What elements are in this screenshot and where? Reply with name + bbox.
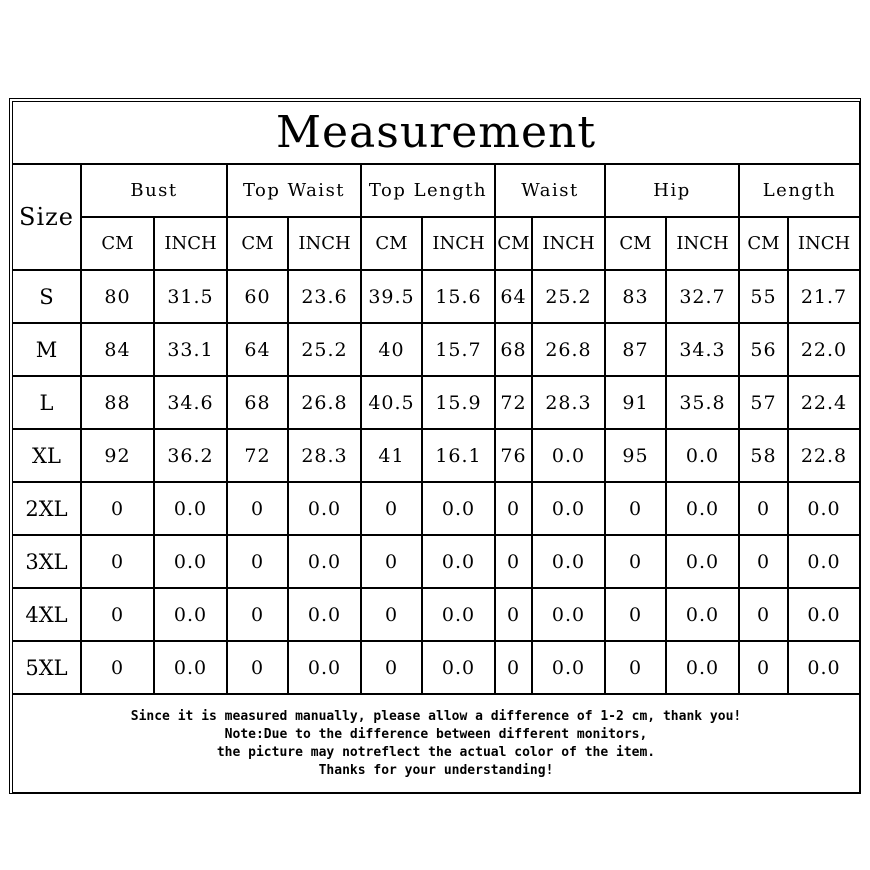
measurement-cell: 0 [605, 535, 666, 588]
group-header: Bust [81, 164, 227, 217]
measurement-cell: 39.5 [361, 270, 422, 323]
measurement-cell: 25.2 [288, 323, 361, 376]
measurement-cell: 92 [81, 429, 154, 482]
unit-header-cm: CM [361, 217, 422, 270]
note-line: Note:Due to the difference between different monitors, [224, 726, 648, 742]
measurement-cell: 0 [81, 641, 154, 694]
measurement-cell: 34.3 [666, 323, 739, 376]
size-label: L [12, 376, 81, 429]
measurement-cell: 0.0 [532, 535, 605, 588]
measurement-cell: 26.8 [532, 323, 605, 376]
measurement-cell: 58 [739, 429, 788, 482]
measurement-cell: 0.0 [288, 641, 361, 694]
measurement-cell: 26.8 [288, 376, 361, 429]
measurement-cell: 0.0 [532, 482, 605, 535]
measurement-cell: 0.0 [532, 641, 605, 694]
measurement-cell: 21.7 [788, 270, 860, 323]
unit-header-inch: INCH [422, 217, 495, 270]
size-chart [9, 98, 861, 794]
unit-header-cm: CM [495, 217, 532, 270]
measurement-cell: 0 [227, 535, 288, 588]
measurement-cell: 0 [227, 641, 288, 694]
measurement-cell: 0 [361, 588, 422, 641]
measurement-cell: 15.9 [422, 376, 495, 429]
measurement-cell: 0 [605, 482, 666, 535]
measurement-cell: 0 [495, 535, 532, 588]
measurement-cell: 0 [605, 641, 666, 694]
measurement-cell: 41 [361, 429, 422, 482]
measurement-cell: 72 [227, 429, 288, 482]
measurement-cell: 0 [227, 588, 288, 641]
measurement-cell: 0.0 [788, 535, 860, 588]
unit-header-cm: CM [605, 217, 666, 270]
group-header: Length [739, 164, 860, 217]
measurement-cell: 22.0 [788, 323, 860, 376]
measurement-cell: 88 [81, 376, 154, 429]
measurement-cell: 32.7 [666, 270, 739, 323]
measurement-cell: 23.6 [288, 270, 361, 323]
measurement-cell: 0.0 [666, 641, 739, 694]
measurement-cell: 80 [81, 270, 154, 323]
measurement-cell: 0 [361, 641, 422, 694]
measurement-cell: 64 [227, 323, 288, 376]
unit-header-inch: INCH [154, 217, 227, 270]
measurement-cell: 0 [739, 641, 788, 694]
measurement-cell: 0.0 [422, 641, 495, 694]
unit-header-cm: CM [739, 217, 788, 270]
measurement-cell: 57 [739, 376, 788, 429]
measurement-cell: 31.5 [154, 270, 227, 323]
size-label: 4XL [12, 588, 81, 641]
measurement-cell: 91 [605, 376, 666, 429]
measurement-cell: 28.3 [532, 376, 605, 429]
measurement-cell: 0.0 [154, 588, 227, 641]
measurement-cell: 83 [605, 270, 666, 323]
size-label: 3XL [12, 535, 81, 588]
measurement-cell: 56 [739, 323, 788, 376]
measurement-cell: 0 [361, 482, 422, 535]
measurement-cell: 0 [81, 588, 154, 641]
measurement-cell: 68 [227, 376, 288, 429]
measurement-cell: 87 [605, 323, 666, 376]
measurement-cell: 0.0 [532, 429, 605, 482]
measurement-cell: 40 [361, 323, 422, 376]
measurement-cell: 0.0 [288, 588, 361, 641]
measurement-cell: 22.4 [788, 376, 860, 429]
measurement-cell: 64 [495, 270, 532, 323]
unit-header-inch: INCH [666, 217, 739, 270]
measurement-cell: 0.0 [788, 482, 860, 535]
measurement-cell: 55 [739, 270, 788, 323]
note-line: Thanks for your understanding! [318, 762, 554, 778]
measurement-cell: 76 [495, 429, 532, 482]
measurement-cell: 0 [739, 535, 788, 588]
measurement-cell: 0.0 [666, 535, 739, 588]
measurement-cell: 0 [495, 588, 532, 641]
measurement-cell: 0 [495, 641, 532, 694]
measurement-cell: 0.0 [788, 588, 860, 641]
measurement-cell: 40.5 [361, 376, 422, 429]
measurement-cell: 0.0 [666, 482, 739, 535]
measurement-cell: 95 [605, 429, 666, 482]
group-header: Top Length [361, 164, 495, 217]
measurement-cell: 0.0 [154, 482, 227, 535]
measurement-cell: 0 [495, 482, 532, 535]
measurement-cell: 0.0 [666, 588, 739, 641]
measurement-cell: 16.1 [422, 429, 495, 482]
note-line: Since it is measured manually, please allow a difference of 1-2 cm, thank you! [130, 708, 742, 724]
unit-header-inch: INCH [532, 217, 605, 270]
size-label: XL [12, 429, 81, 482]
measurement-cell: 0.0 [788, 641, 860, 694]
measurement-cell: 22.8 [788, 429, 860, 482]
measurement-cell: 0 [81, 535, 154, 588]
size-label: M [12, 323, 81, 376]
unit-header-inch: INCH [288, 217, 361, 270]
unit-header-cm: CM [227, 217, 288, 270]
measurement-cell: 15.6 [422, 270, 495, 323]
group-header: Hip [605, 164, 739, 217]
measurement-cell: 0.0 [288, 482, 361, 535]
measurement-cell: 0.0 [154, 641, 227, 694]
measurement-cell: 28.3 [288, 429, 361, 482]
measurement-cell: 33.1 [154, 323, 227, 376]
measurement-cell: 0.0 [154, 535, 227, 588]
measurement-cell: 68 [495, 323, 532, 376]
measurement-cell: 0 [605, 588, 666, 641]
unit-header-cm: CM [81, 217, 154, 270]
size-label: 2XL [12, 482, 81, 535]
measurement-cell: 15.7 [422, 323, 495, 376]
measurement-cell: 0.0 [422, 588, 495, 641]
measurement-cell: 0 [81, 482, 154, 535]
group-header: Waist [495, 164, 605, 217]
measurement-cell: 72 [495, 376, 532, 429]
measurement-cell: 0 [361, 535, 422, 588]
measurement-cell: 0.0 [666, 429, 739, 482]
size-label: S [12, 270, 81, 323]
measurement-cell: 0.0 [422, 482, 495, 535]
unit-header-inch: INCH [788, 217, 860, 270]
measurement-cell: 36.2 [154, 429, 227, 482]
note-line: the picture may notreflect the actual color of the item. [216, 744, 656, 760]
measurement-cell: 0 [227, 482, 288, 535]
size-label: 5XL [12, 641, 81, 694]
measurement-cell: 0.0 [422, 535, 495, 588]
measurement-cell: 0.0 [532, 588, 605, 641]
measurement-cell: 35.8 [666, 376, 739, 429]
measurement-cell: 84 [81, 323, 154, 376]
measurement-cell: 60 [227, 270, 288, 323]
disclaimer-note [12, 694, 860, 793]
measurement-cell: 25.2 [532, 270, 605, 323]
measurement-cell: 0.0 [288, 535, 361, 588]
group-header: Top Waist [227, 164, 361, 217]
size-column-header: Size [12, 164, 81, 270]
measurement-cell: 0 [739, 588, 788, 641]
chart-title: Measurement [12, 101, 860, 164]
measurement-cell: 0 [739, 482, 788, 535]
measurement-cell: 34.6 [154, 376, 227, 429]
